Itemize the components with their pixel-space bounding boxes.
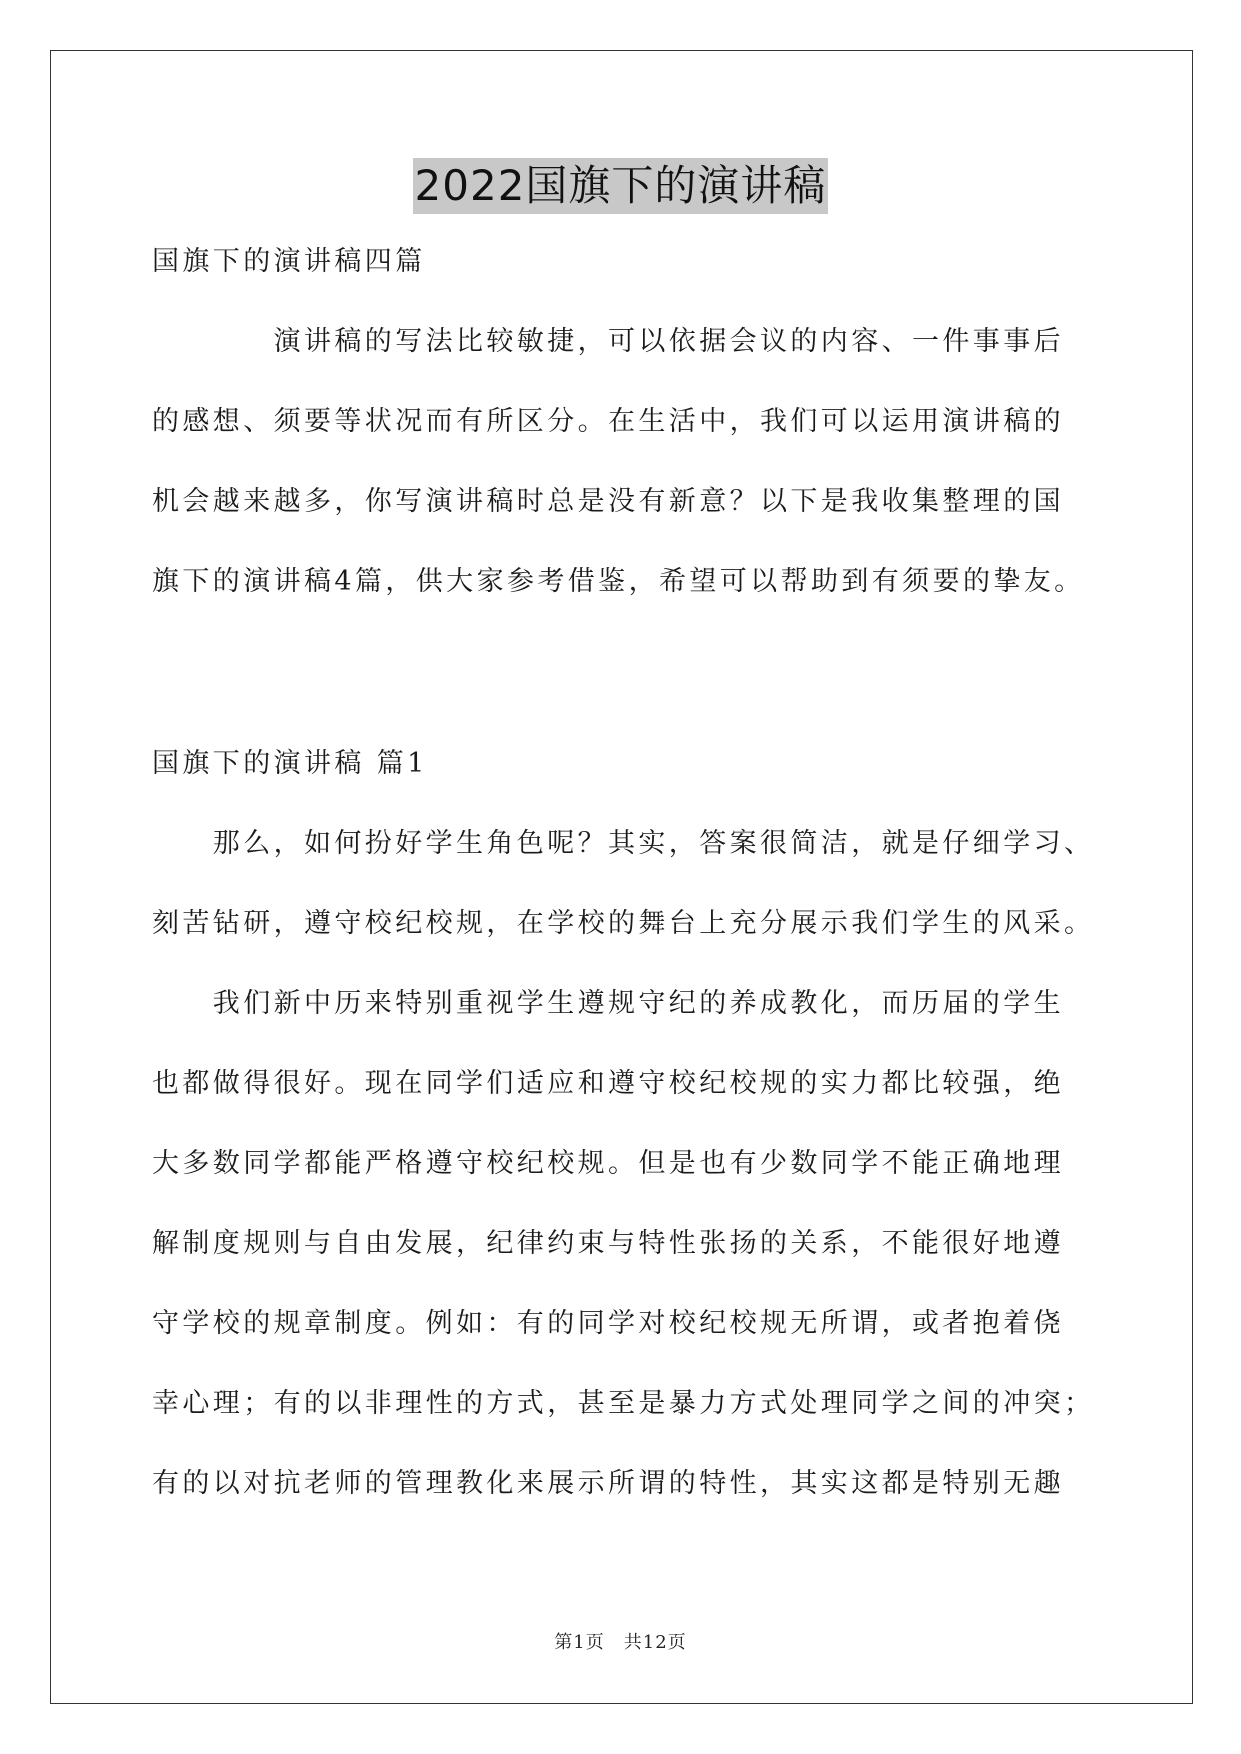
- paragraph-line: 旗下的演讲稿4篇，供大家参考借鉴，希望可以帮助到有须要的挚友。: [152, 566, 1085, 597]
- paragraph-line: 机会越来越多，你写演讲稿时总是没有新意？以下是我收集整理的国: [152, 486, 1064, 517]
- paragraph-line: 我们新中历来特别重视学生遵规守纪的养成教化，而历届的学生: [152, 988, 1064, 1019]
- page-border: [50, 50, 1193, 1704]
- paragraph-line: 守学校的规章制度。例如：有的同学对校纪校规无所谓，或者抱着侥: [152, 1308, 1064, 1339]
- section-heading: 国旗下的演讲稿 篇1: [152, 748, 428, 779]
- document-title: 2022国旗下的演讲稿: [413, 158, 829, 214]
- title-container: [0, 158, 1241, 214]
- paragraph-line: 幸心理；有的以非理性的方式，甚至是暴力方式处理同学之间的冲突；: [152, 1388, 1095, 1419]
- paragraph-line: 演讲稿的写法比较敏捷，可以依据会议的内容、一件事事后: [152, 326, 1064, 357]
- section-heading: 国旗下的演讲稿四篇: [152, 246, 426, 277]
- paragraph-line: 解制度规则与自由发展，纪律约束与特性张扬的关系，不能很好地遵: [152, 1228, 1064, 1259]
- paragraph-line: 大多数同学都能严格遵守校纪校规。但是也有少数同学不能正确地理: [152, 1148, 1064, 1179]
- paragraph-line: 也都做得很好。现在同学们适应和遵守校纪校规的实力都比较强，绝: [152, 1068, 1064, 1099]
- page-number-footer: 第1页 共12页: [554, 1632, 687, 1653]
- paragraph-line: 那么，如何扮好学生角色呢？其实，答案很简洁，就是仔细学习、: [152, 828, 1095, 859]
- paragraph-line: 的感想、须要等状况而有所区分。在生活中，我们可以运用演讲稿的: [152, 406, 1064, 437]
- paragraph-line: 有的以对抗老师的管理教化来展示所谓的特性，其实这都是特别无趣: [152, 1468, 1064, 1499]
- paragraph-line: 刻苦钻研，遵守校纪校规，在学校的舞台上充分展示我们学生的风采。: [152, 908, 1095, 939]
